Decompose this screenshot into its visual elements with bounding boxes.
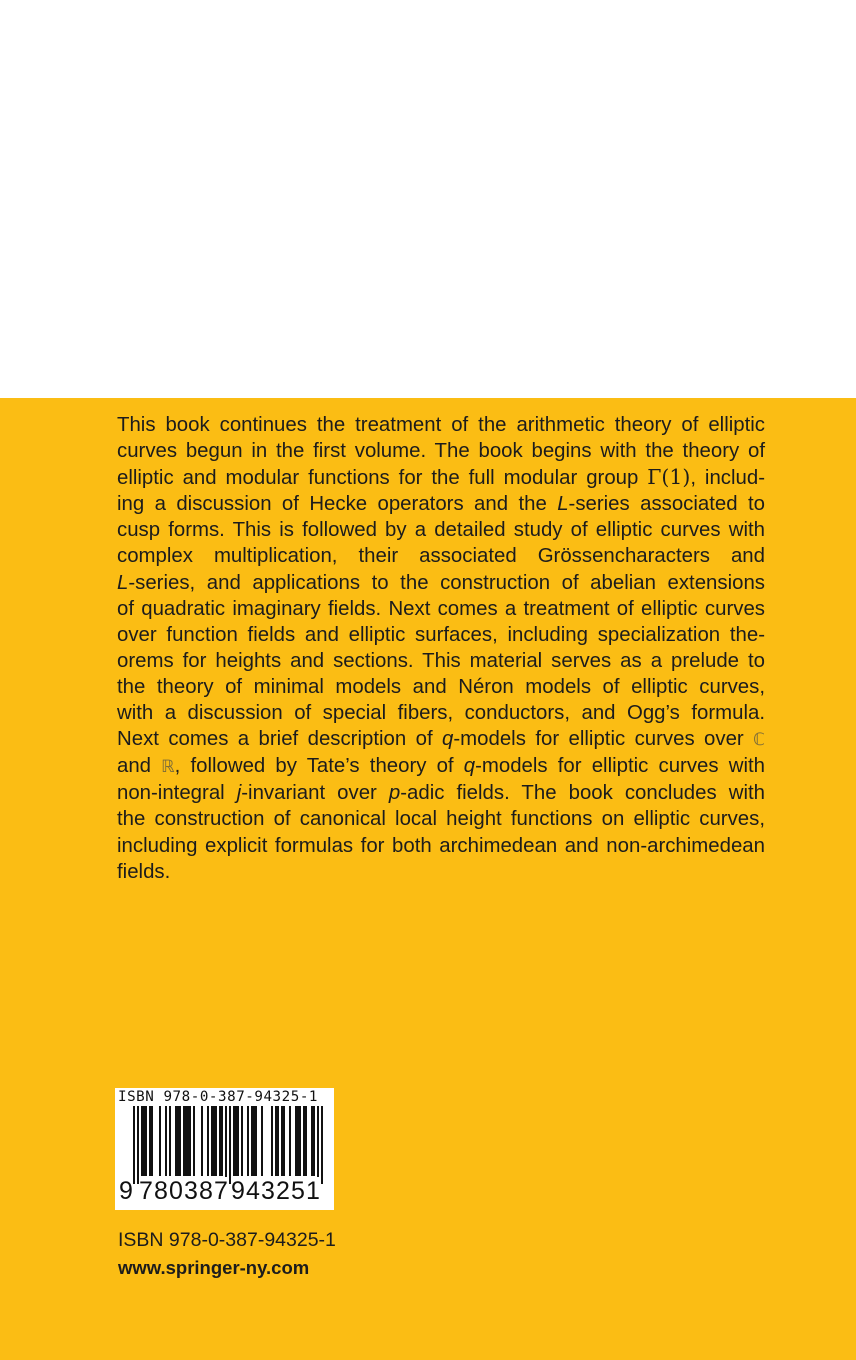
description-line: and ℝ, followed by Tate’s theory of q-models for elliptic curves with	[117, 755, 765, 778]
barcode-bar	[229, 1106, 231, 1184]
barcode-bar	[317, 1106, 319, 1184]
barcode-bar	[177, 1106, 179, 1176]
barcode-left-digits: 780387	[139, 1177, 230, 1205]
barcode-bar	[225, 1106, 227, 1184]
barcode-bar	[255, 1106, 257, 1176]
barcode-bar	[241, 1106, 243, 1176]
description-line: Next comes a brief description of q-models for elliptic curves over ℂ	[117, 728, 765, 751]
barcode-bar	[145, 1106, 147, 1176]
description-line: elliptic and modular functions for the full modular group Γ(1), includ-	[117, 465, 765, 490]
barcode-bar	[149, 1106, 151, 1176]
description-line: orems for heights and sections. This material serves as a prelude to	[117, 649, 765, 672]
barcode-bar	[253, 1106, 255, 1176]
barcode-bar	[207, 1106, 209, 1176]
barcode-isbn-label: ISBN 978-0-387-94325-1	[118, 1089, 319, 1105]
barcode-bar	[295, 1106, 297, 1176]
book-description	[117, 412, 765, 885]
isbn-number: ISBN 978-0-387-94325-1	[118, 1229, 336, 1251]
barcode-bar	[221, 1106, 223, 1176]
barcode-bar	[277, 1106, 279, 1176]
barcode-bar	[201, 1106, 203, 1176]
barcode-bar	[141, 1106, 143, 1176]
description-line: This book continues the treatment of the arithmetic theory of elliptic	[117, 414, 765, 436]
description-line: the theory of minimal models and Néron models of elliptic curves,	[117, 675, 765, 698]
barcode-bar	[235, 1106, 237, 1176]
barcode-bar	[275, 1106, 277, 1176]
barcode-bar	[305, 1106, 307, 1176]
barcode-bar	[289, 1106, 291, 1176]
barcode-bar	[271, 1106, 273, 1176]
description-line: cusp forms. This is followed by a detailed study of elliptic curves with	[117, 519, 765, 542]
barcode-bar	[213, 1106, 215, 1176]
barcode-bar	[179, 1106, 181, 1176]
barcode-bar	[313, 1106, 315, 1176]
description-line: including explicit formulas for both archimedean and non-archimedean	[117, 834, 765, 857]
barcode-bar	[211, 1106, 213, 1176]
barcode-bar	[183, 1106, 185, 1176]
publisher-url[interactable]: www.springer-ny.com	[118, 1257, 310, 1278]
barcode-bar	[281, 1106, 283, 1176]
description-line: complex multiplication, their associated Grössencharacters and	[117, 545, 765, 568]
barcode-bar	[193, 1106, 195, 1176]
barcode-bar	[237, 1106, 239, 1176]
barcode-bar	[219, 1106, 221, 1176]
description-line: L-series, and applications to the construction of abelian extensions	[117, 571, 765, 594]
description-line: fields.	[117, 860, 171, 883]
barcode-bar	[143, 1106, 145, 1176]
barcode-bar	[311, 1106, 313, 1176]
barcode-bar	[175, 1106, 177, 1176]
description-line: ing a discussion of Hecke operators and the L-series associated to	[117, 493, 765, 516]
isbn-barcode	[115, 1088, 334, 1210]
barcode-bar	[215, 1106, 217, 1176]
barcode-right-digits: 943251	[231, 1177, 322, 1205]
description-line: non-integral j-invariant over p-adic fields. The book concludes with	[117, 782, 765, 805]
barcode-bar	[299, 1106, 301, 1176]
cover-top-white-area	[0, 0, 856, 398]
barcode-bar	[261, 1106, 263, 1176]
barcode-bar	[133, 1106, 135, 1184]
description-line: with a discussion of special fibers, conductors, and Ogg’s formula.	[117, 702, 765, 725]
barcode-bar	[185, 1106, 187, 1176]
barcode-bar	[251, 1106, 253, 1176]
barcode-bar	[189, 1106, 191, 1176]
barcode-bar	[169, 1106, 171, 1176]
barcode-bar	[247, 1106, 249, 1176]
description-line: curves begun in the first volume. The book begins with the theory of	[117, 440, 765, 463]
barcode-bar	[297, 1106, 299, 1176]
barcode-bar	[187, 1106, 189, 1176]
barcode-bar	[165, 1106, 167, 1176]
barcode-bar	[159, 1106, 161, 1176]
barcode-bar	[303, 1106, 305, 1176]
description-line: of quadratic imaginary fields. Next comes a treatment of elliptic curves	[117, 597, 765, 620]
barcode-bar	[233, 1106, 235, 1176]
barcode-bar	[137, 1106, 139, 1184]
barcode-bar	[283, 1106, 285, 1176]
description-line: over function fields and elliptic surfaces, including specialization the-	[117, 623, 765, 646]
barcode-bar	[151, 1106, 153, 1176]
barcode-bar	[321, 1106, 323, 1184]
barcode-first-digit: 9	[119, 1177, 133, 1205]
description-line: the construction of canonical local height functions on elliptic curves,	[117, 808, 765, 831]
